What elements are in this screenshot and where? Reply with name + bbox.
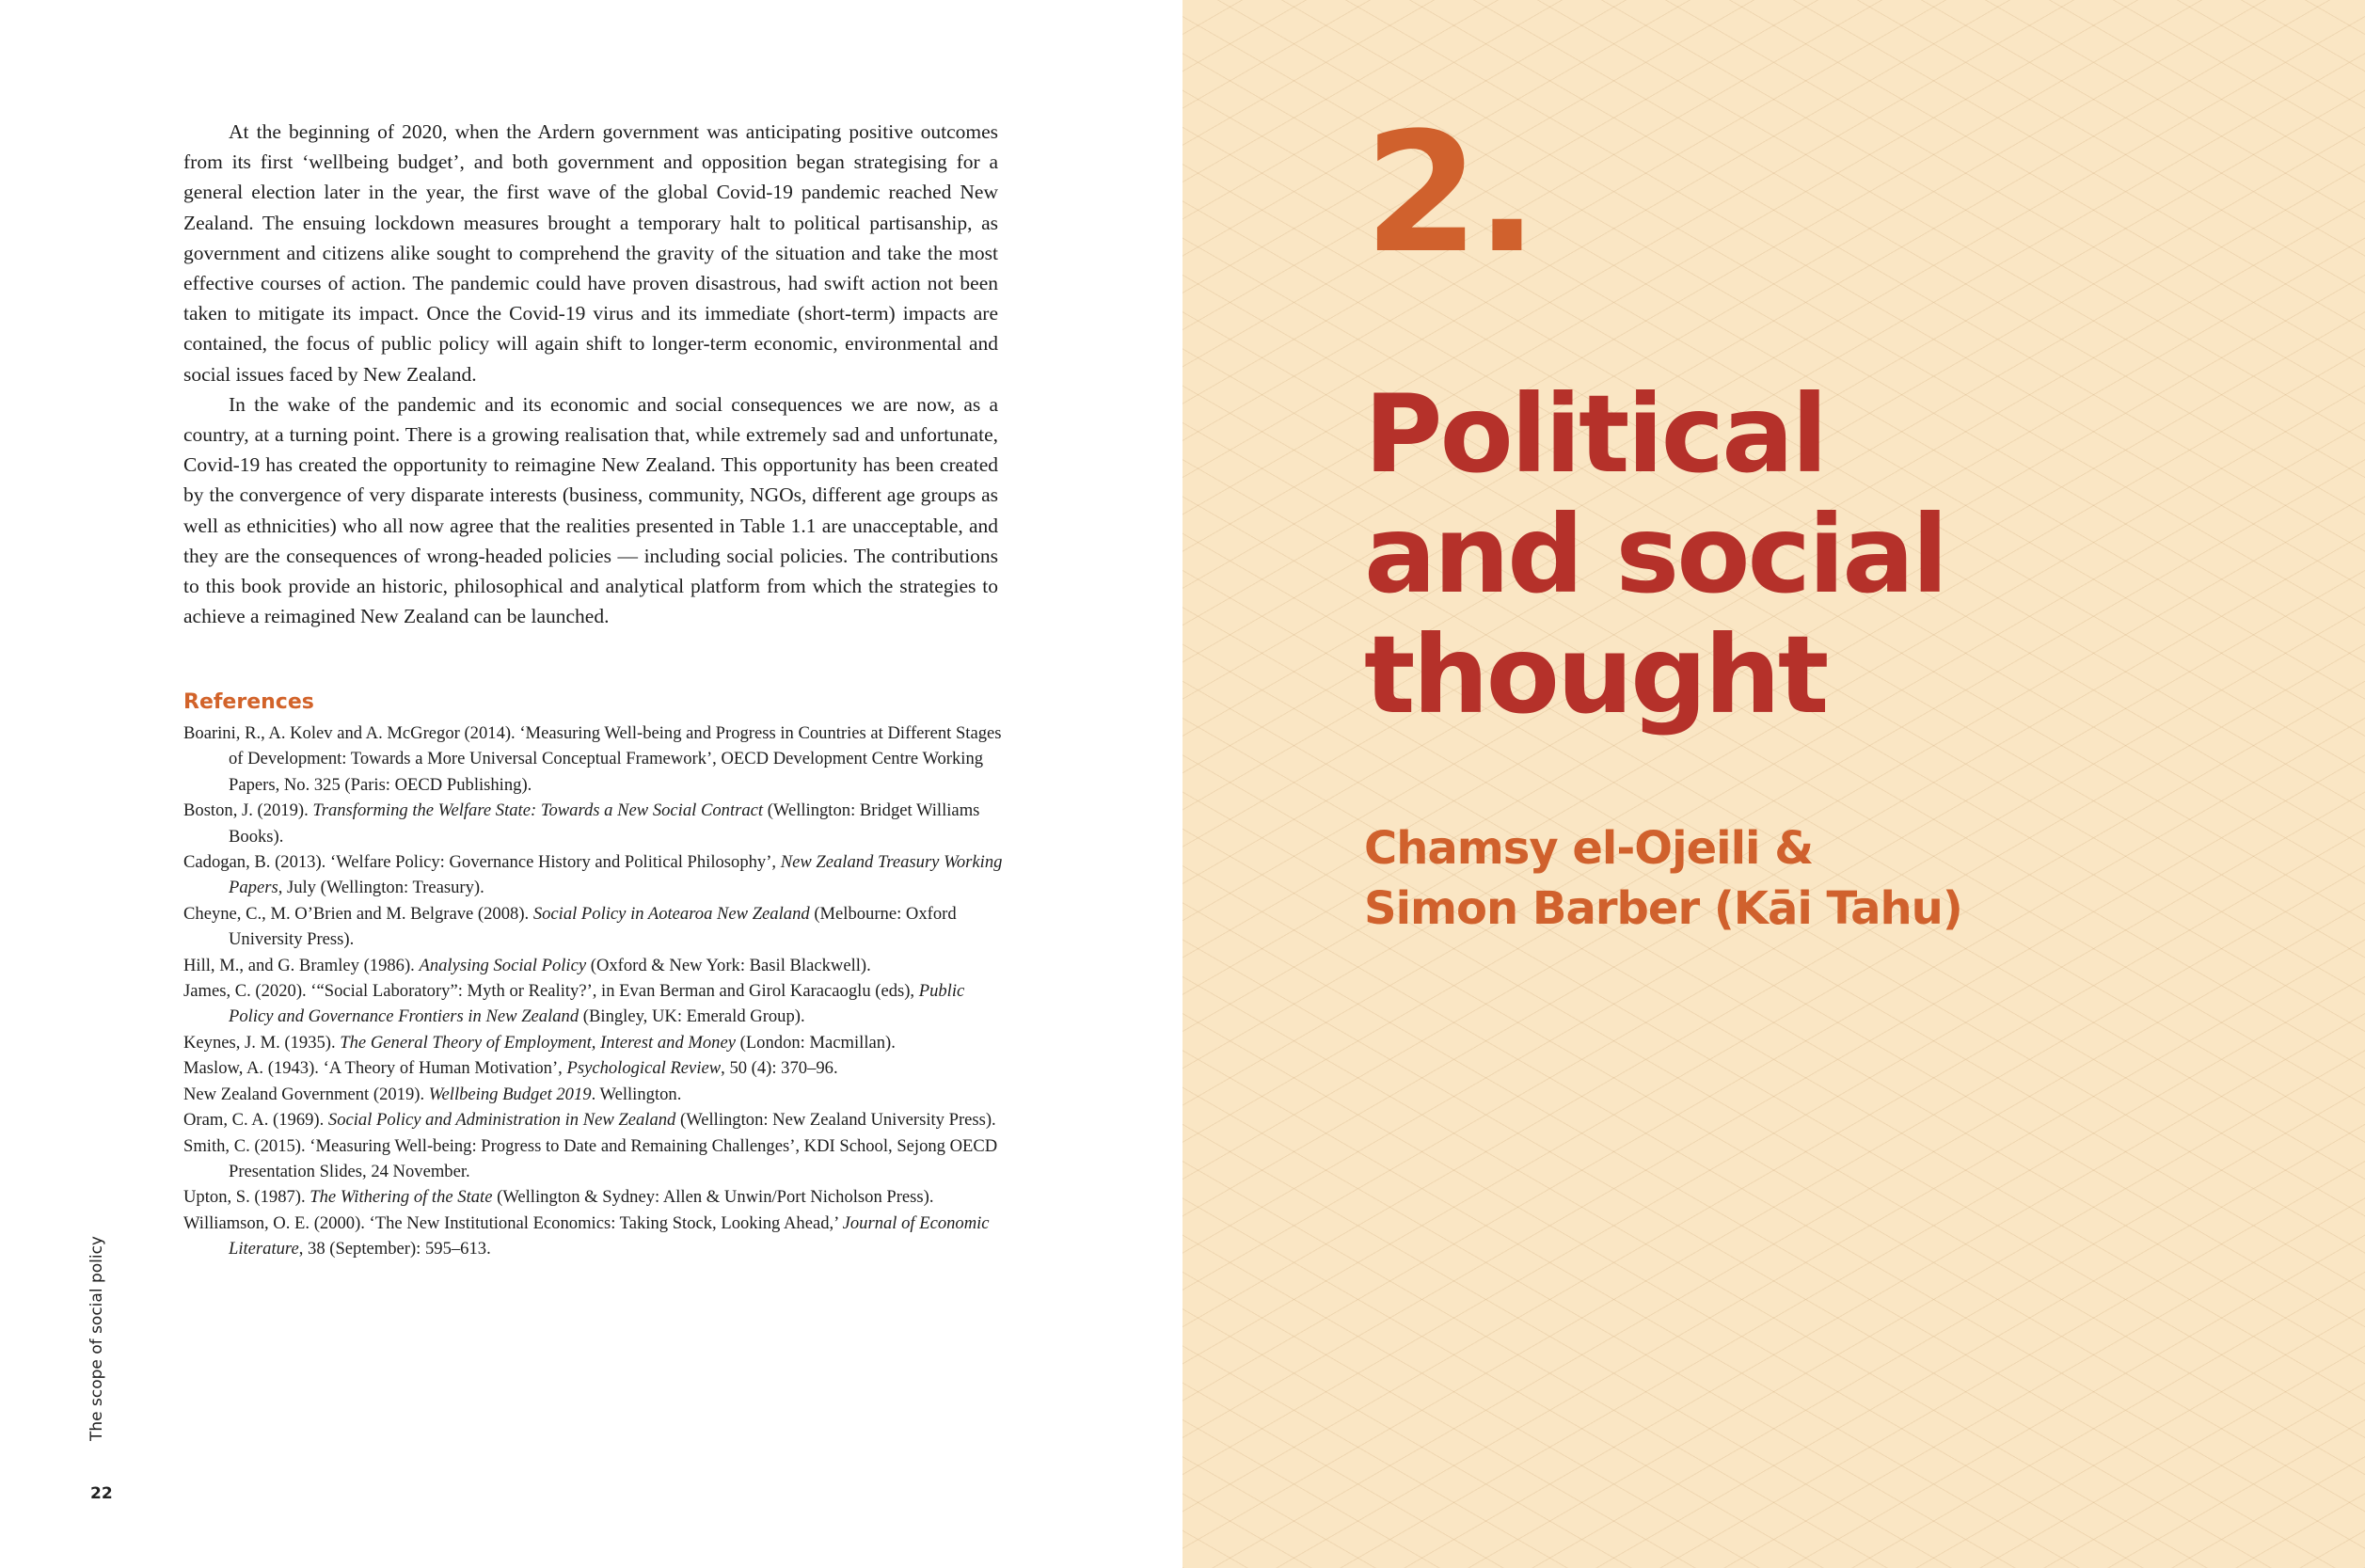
reference-item bbox=[183, 849, 1011, 901]
reference-title: Wellbeing Budget 2019 bbox=[428, 1084, 592, 1104]
page-number: 22 bbox=[90, 1484, 113, 1503]
reference-text: (Wellington: New Zealand University Press). bbox=[675, 1110, 996, 1131]
reference-text: Boarini, R., A. Kolev and A. McGregor (2014). ‘Measuring Well-being and Progress in Countries at Different Stages of Development: Towards a More Universal Conceptual Framework’, OECD Development Centre Working Papers, No. 325 (Paris: OECD Publishing). bbox=[183, 723, 1002, 795]
chapter-authors bbox=[1364, 818, 2305, 939]
reference-title: Public Policy and Governance Frontiers in New Zealand bbox=[229, 981, 965, 1027]
reference-text: Boston, J. (2019). bbox=[183, 800, 313, 821]
reference-title: New Zealand Treasury Working Papers bbox=[229, 852, 1003, 898]
reference-item bbox=[183, 798, 1011, 849]
reference-item bbox=[183, 1107, 1011, 1132]
reference-text: (Wellington & Sydney: Allen & Unwin/Port Nicholson Press). bbox=[492, 1187, 934, 1208]
reference-item bbox=[183, 1133, 1011, 1185]
reference-item bbox=[183, 978, 1011, 1030]
reference-text: , 50 (4): 370–96. bbox=[721, 1058, 838, 1079]
paragraph: At the beginning of 2020, when the Ardern government was anticipating positive outcomes from its first ‘wellbeing budget’, and both government and opposition began strategising for a general election later in the year, the first wave of the global Covid-19 pandemic reached New Zealand. The ensuing lockdown measures brought a temporary halt to political partisanship, as government and citizens alike sought to comprehend the gravity of the situation and take the most effective courses of action. The pandemic could have proven disastrous, had swift action not been taken to mitigate its impact. Once the Covid-19 virus and its immediate (short-term) impacts are contained, the focus of public policy will again shift to longer-term economic, environmental and social issues faced by New Zealand. bbox=[183, 120, 998, 386]
reference-title: The General Theory of Employment, Interest and Money bbox=[340, 1032, 736, 1053]
reference-text: . Wellington. bbox=[591, 1084, 682, 1104]
reference-item bbox=[183, 1055, 1011, 1081]
reference-title: Social Policy and Administration in New Zealand bbox=[327, 1110, 676, 1131]
reference-text: (Bingley, UK: Emerald Group). bbox=[579, 1006, 805, 1027]
reference-title: Transforming the Welfare State: Towards a New Social Contract bbox=[312, 800, 764, 821]
reference-text: Cadogan, B. (2013). ‘Welfare Policy: Governance History and Political Philosophy’, bbox=[183, 852, 781, 873]
reference-item bbox=[183, 901, 1011, 953]
reference-text: Williamson, O. E. (2000). ‘The New Institutional Economics: Taking Stock, Looking Ahead,’ bbox=[183, 1212, 843, 1233]
body-text bbox=[183, 117, 998, 631]
reference-text: Smith, C. (2015). ‘Measuring Well-being: Progress to Date and Remaining Challenges’, KDI School, Sejong OECD Presentation Slides, 24 November. bbox=[183, 1135, 998, 1181]
reference-text: , July (Wellington: Treasury). bbox=[278, 878, 484, 898]
chapter-number: 2. bbox=[1364, 97, 1535, 290]
reference-title: Social Policy in Aotearoa New Zealand bbox=[532, 903, 810, 924]
reference-item bbox=[183, 1211, 1011, 1262]
author-line: Simon Barber (Kāi Tahu) bbox=[1364, 882, 1962, 935]
reference-text: New Zealand Government (2019). bbox=[183, 1084, 429, 1104]
references-heading: References bbox=[183, 690, 314, 714]
left-page bbox=[0, 0, 1182, 1568]
right-page bbox=[1182, 0, 2365, 1568]
reference-text: Upton, S. (1987). bbox=[183, 1187, 310, 1208]
references-list bbox=[183, 721, 1011, 1262]
reference-text: (London: Macmillan). bbox=[735, 1032, 896, 1053]
reference-item bbox=[183, 1030, 1011, 1055]
reference-text: Keynes, J. M. (1935). bbox=[183, 1032, 341, 1053]
reference-text: , 38 (September): 595–613. bbox=[298, 1239, 491, 1259]
reference-item bbox=[183, 953, 1011, 978]
reference-text: (Oxford & New York: Basil Blackwell). bbox=[586, 955, 871, 975]
reference-item bbox=[183, 721, 1011, 798]
paragraph: In the wake of the pandemic and its economic and social consequences we are now, as a country, at a turning point. There is a growing realisation that, while extremely sad and unfortunate, Covid-19 has created the opportunity to reimagine New Zealand. This opportunity has been created by the convergence of very disparate interests (business, community, NGOs, different age groups as well as ethnicities) who all now agree that the realities presented in Table 1.1 are unacceptable, and they are the consequences of wrong-headed policies — including social policies. The contributions to this book provide an historic, philosophical and analytical platform from which the strategies to achieve a reimagined New Zealand can be launched. bbox=[183, 392, 998, 628]
reference-text: James, C. (2020). ‘“Social Laboratory”: Myth or Reality?’, in Evan Berman and Girol Karacaoglu (eds), bbox=[183, 981, 919, 1002]
running-head: The scope of social policy bbox=[87, 1236, 106, 1441]
reference-text: Cheyne, C., M. O’Brien and M. Belgrave (2008). bbox=[183, 903, 533, 924]
reference-item bbox=[183, 1184, 1011, 1210]
reference-title: Analysing Social Policy bbox=[419, 955, 587, 975]
reference-title: The Withering of the State bbox=[310, 1187, 493, 1208]
reference-text: (Melbourne: Oxford University Press). bbox=[229, 903, 957, 950]
reference-title: Psychological Review bbox=[566, 1058, 722, 1079]
chapter-title-line: and social bbox=[1364, 492, 1946, 617]
reference-title: Journal of Economic Literature bbox=[229, 1212, 990, 1259]
author-line: Chamsy el-Ojeili & bbox=[1364, 822, 1814, 875]
reference-item bbox=[183, 1082, 1011, 1107]
reference-text: (Wellington: Bridget Williams Books). bbox=[229, 800, 980, 847]
chapter-title bbox=[1364, 374, 2305, 736]
chapter-title-line: Political bbox=[1364, 372, 1826, 497]
reference-text: Hill, M., and G. Bramley (1986). bbox=[183, 955, 420, 975]
chapter-title-line: thought bbox=[1364, 612, 1827, 737]
reference-text: Maslow, A. (1943). ‘A Theory of Human Motivation’, bbox=[183, 1058, 567, 1079]
reference-text: Oram, C. A. (1969). bbox=[183, 1110, 328, 1131]
